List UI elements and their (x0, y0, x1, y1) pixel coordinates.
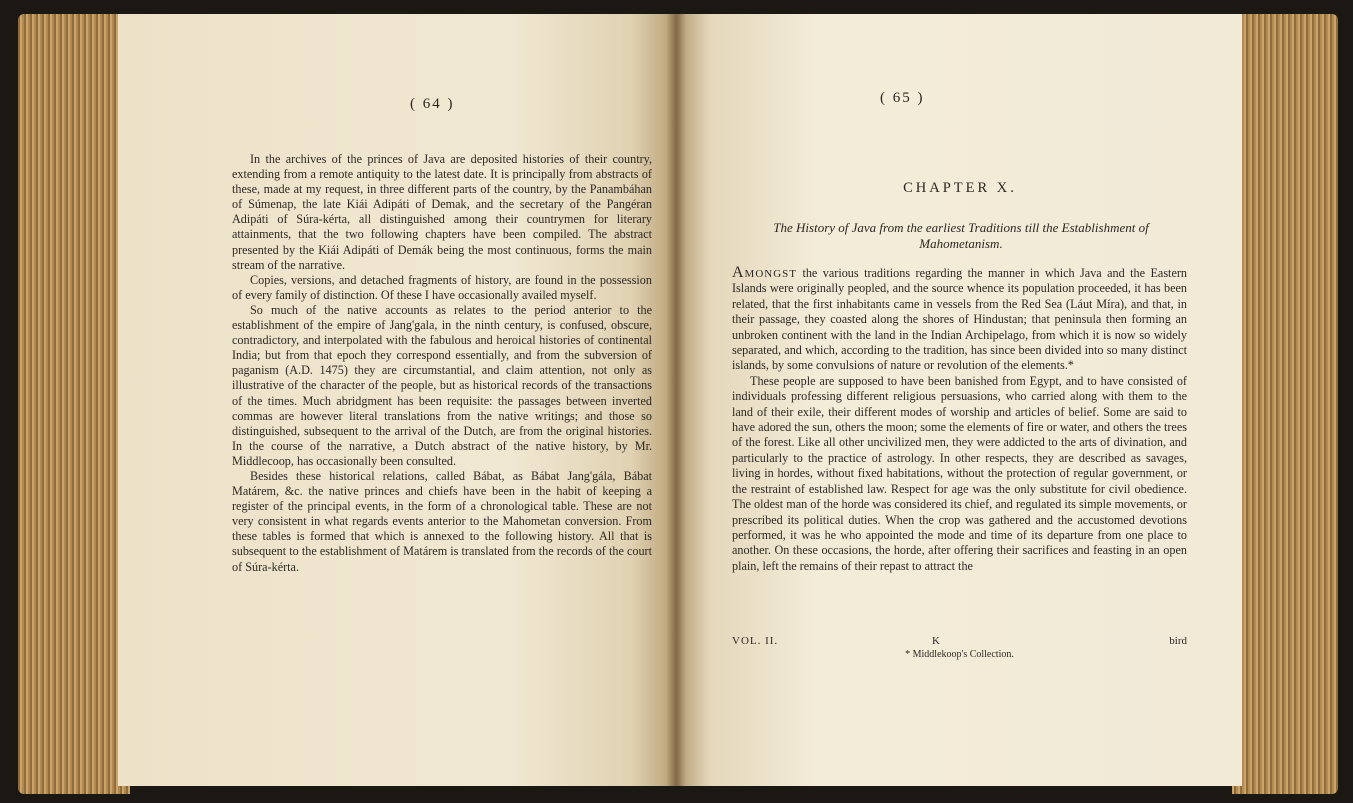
volume-mark: VOL. II. (732, 635, 779, 647)
signature-mark: K (932, 635, 940, 647)
right-page-number: ( 65 ) (880, 90, 925, 106)
chapter-heading: CHAPTER X. (903, 180, 1017, 196)
left-page-body (232, 152, 652, 575)
left-paragraph-3: So much of the native accounts as relates to the period anterior to the establishment of the empire of Jang'gala, in the ninth century, is confused, obscure, contradictory, and interpolated with the fabulous and heroical histories of continental India; but from that epoch they correspond essentially, and from the subversion of paganism (A.D. 1475) they are circumstantial, and claim attention, not only as illustrative of the character of the people, but as historical records of the transactions of the times. Much abridgment has been requisite: the passages between inverted commas are however literal translations from the native writings; and those so distinguished, subsequent to the arrival of the Dutch, are from the original histories. In the course of the narrative, a Dutch abstract of the native history, by Mr. Middlecoop, has occasionally been consulted. (232, 302, 652, 468)
left-paragraph-1: In the archives of the princes of Java are deposited histories of their country, extending from a remote antiquity to the latest date. It is principally from abstracts of these, made at my request, in three different parts of the country, by the Panambáhan of Súmenap, the late Kiái Adipáti of Demak, and the secretary of the Pangéran Adipáti of Súra-kérta, all distinguished among their countrymen for literary attainments, that the two following chapters have been compiled. The abstract presented by the Kiái Adipáti of Demák being the most continuous, forms the main stream of the narrative. (232, 152, 652, 272)
opening-word: Amongst (732, 264, 798, 281)
right-paragraph-1-text: the various traditions regarding the manner in which Java and the Eastern Islands were originally peopled, and the source whence its population proceeded, it has been related, that the first inhabitants came in vessels from the Red Sea (Láut Míra), and that, in their passage, they coasted along the shores of Hindustan; that peninsula then forming an unbroken continent with the land in the Indian Archipelago, from which it is now so widely separated, and which, according to the tradition, has since been divided into so many distinct islands, by some convulsions of nature or revolution of the elements.* (732, 266, 1188, 373)
left-page-number: ( 64 ) (410, 96, 455, 112)
catchword: bird (1169, 635, 1187, 647)
footnote: * Middlekoop's Collection. (905, 649, 1014, 660)
left-page-edges (18, 14, 130, 794)
left-paragraph-2: Copies, versions, and detached fragments of history, are found in the possession of every family of distinction. Of these I have occasionally availed myself. (232, 272, 652, 302)
book-gutter (666, 14, 686, 786)
right-paragraph-2: These people are supposed to have been banished from Egypt, and to have consisted of individuals professing different religious persuasions, who carried along with them to the land of their exile, their different modes of worship and articles of belief. Some are said to have adored the sun, others the moon; some the elements of fire or water, and others the trees of the forest. Like all other uncivilized men, they were addicted to the arts of divination, and particularly to the practice of astrology. In other respects, they are described as savages, living in hordes, without fixed habitations, without the protection of regular government, or the restraint of established law. Respect for age was the only substitute for civil obedience. The oldest man of the horde was considered its chief, and regulated its simple movements, or prescribed its political duties. When the crop was gathered and the accustomed devotions performed, it was he who appointed the mode and time of its departure from one place to another. On these occasions, the horde, after offering their sacrifices and feasting in an open plain, left the remains of their repast to attract the (732, 373, 1187, 573)
right-page-edges (1232, 14, 1338, 794)
right-paragraph-1 (732, 265, 1187, 374)
left-paragraph-4: Besides these historical relations, called Bábat, as Bábat Jang'gála, Bábat Matárem, &c. the native princes and chiefs have been in the habit of keeping a register of the principal events, in the form of a chronological table. These are not very consistent in what regards events anterior to the Mahometan conversion. From these tables is formed that which is annexed to the following history. All that is subsequent to the establishment of Matárem is translated from the records of the court of Súra-kérta. (232, 468, 652, 574)
chapter-subtitle: The History of Java from the earliest Traditions till the Establishment of Mahometanism. (773, 220, 1149, 251)
right-page-body (732, 265, 1187, 574)
